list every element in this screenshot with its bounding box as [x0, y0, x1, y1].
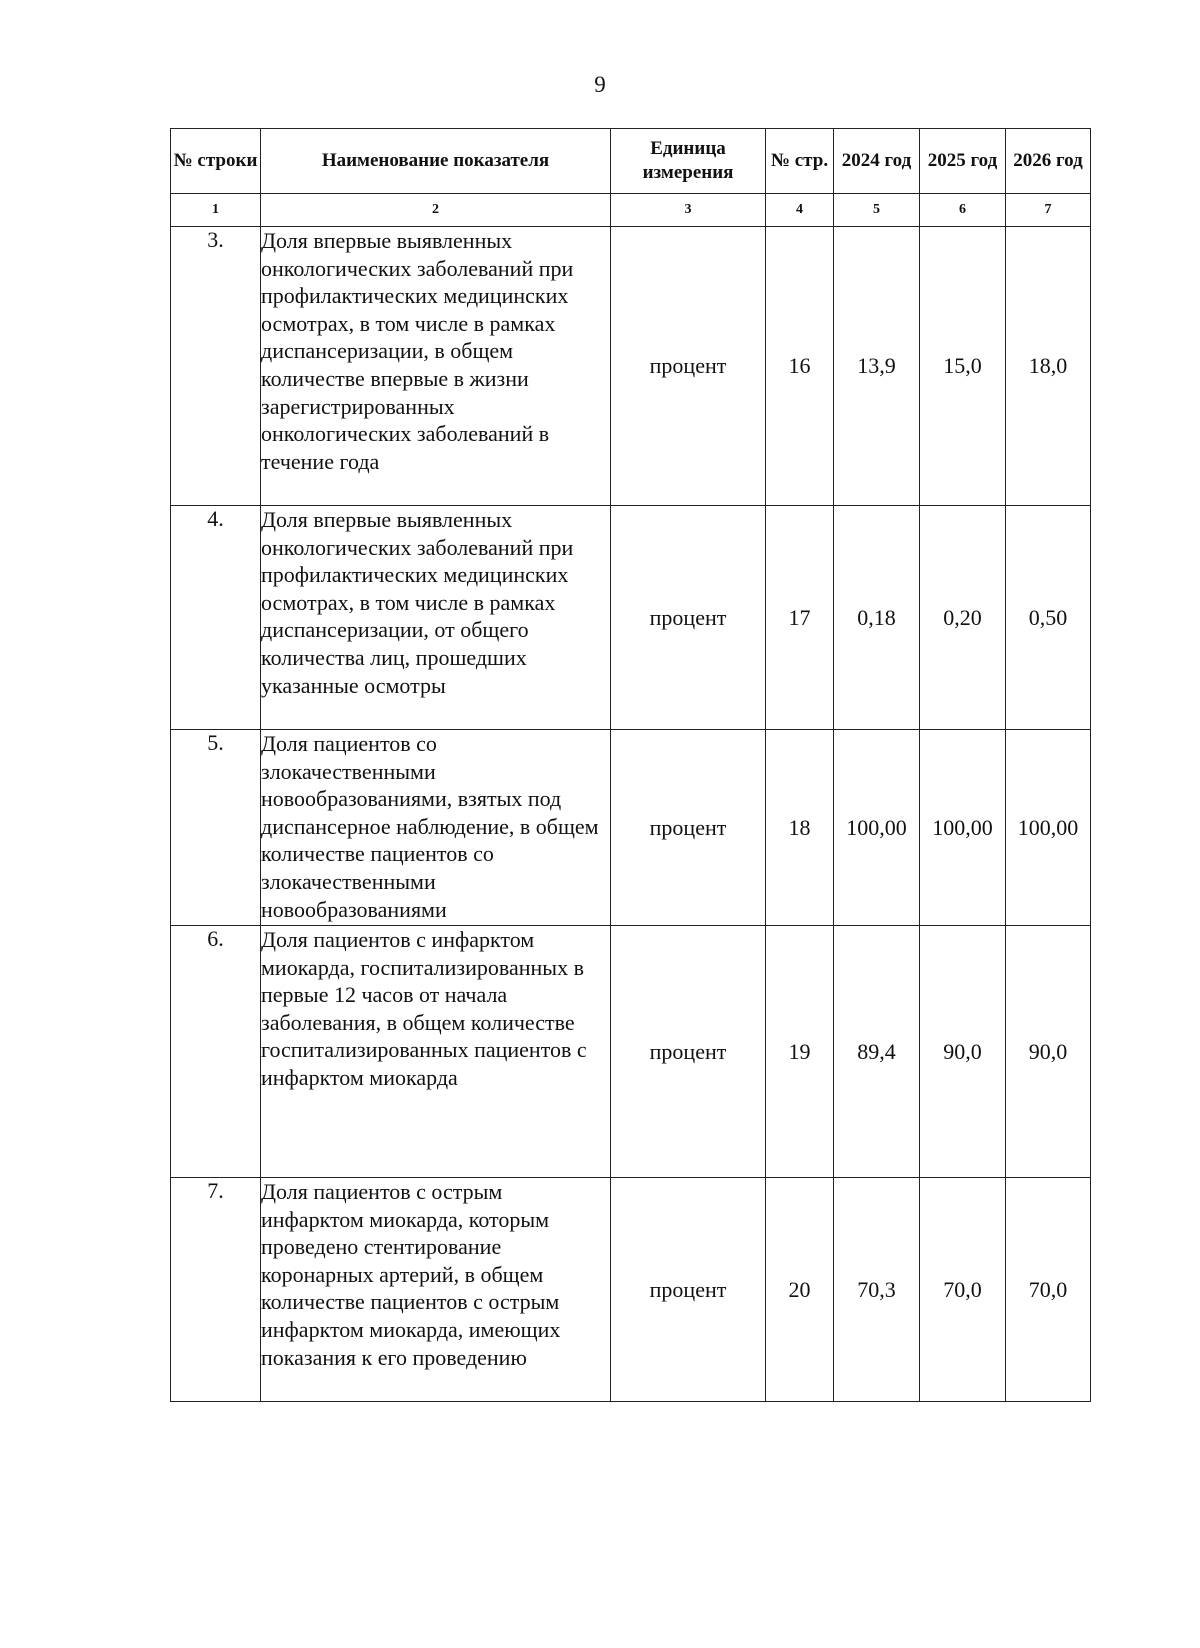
- column-number: 6: [920, 194, 1006, 227]
- header-year-2026: 2026 год: [1006, 129, 1091, 194]
- unit-cell: процент: [611, 1178, 766, 1402]
- row-number: 6.: [171, 926, 261, 1178]
- column-number: 3: [611, 194, 766, 227]
- row-number: 7.: [171, 1178, 261, 1402]
- unit-cell: процент: [611, 926, 766, 1178]
- table-row: [171, 1178, 1091, 1402]
- value-2024: 70,3: [834, 1178, 920, 1402]
- value-2025: 100,00: [920, 730, 1006, 926]
- page-cell: 20: [766, 1178, 834, 1402]
- value-2026: 100,00: [1006, 730, 1091, 926]
- value-2026: 18,0: [1006, 227, 1091, 506]
- column-number: 1: [171, 194, 261, 227]
- row-number: 5.: [171, 730, 261, 926]
- row-number: 3.: [171, 227, 261, 506]
- value-2026: 0,50: [1006, 506, 1091, 730]
- value-2026: 70,0: [1006, 1178, 1091, 1402]
- value-2025: 0,20: [920, 506, 1006, 730]
- value-2025: 90,0: [920, 926, 1006, 1178]
- column-number: 2: [261, 194, 611, 227]
- unit-cell: процент: [611, 227, 766, 506]
- header-year-2025: 2025 год: [920, 129, 1006, 194]
- table-row: [171, 227, 1091, 506]
- value-2024: 100,00: [834, 730, 920, 926]
- header-indicator-name: Наименование показателя: [261, 129, 611, 194]
- indicator-name: Доля пациентов с инфарктом миокарда, госпитализированных в первые 12 часов от начала заболевания, в общем количестве госпитализированных пациентов с инфарктом миокарда: [261, 926, 611, 1178]
- header-year-2024: 2024 год: [834, 129, 920, 194]
- indicator-name: Доля пациентов со злокачественными новообразованиями, взятых под диспансерное наблюдение, в общем количестве пациентов со злокачественными новообразованиями: [261, 730, 611, 926]
- header-row-number: № строки: [171, 129, 261, 194]
- column-number: 5: [834, 194, 920, 227]
- table-row: [171, 506, 1091, 730]
- page-cell: 17: [766, 506, 834, 730]
- table-row: [171, 730, 1091, 926]
- column-number: 4: [766, 194, 834, 227]
- unit-cell: процент: [611, 730, 766, 926]
- value-2024: 89,4: [834, 926, 920, 1178]
- page-number: 9: [594, 72, 606, 97]
- table-row: [171, 926, 1091, 1178]
- column-number: 7: [1006, 194, 1091, 227]
- value-2026: 90,0: [1006, 926, 1091, 1178]
- header-row: [171, 129, 1091, 194]
- value-2024: 13,9: [834, 227, 920, 506]
- column-number-row: [171, 194, 1091, 227]
- page-cell: 16: [766, 227, 834, 506]
- value-2025: 70,0: [920, 1178, 1006, 1402]
- header-unit: Единица измерения: [611, 129, 766, 194]
- page-cell: 18: [766, 730, 834, 926]
- indicators-table: [170, 128, 1091, 1402]
- unit-cell: процент: [611, 506, 766, 730]
- value-2025: 15,0: [920, 227, 1006, 506]
- row-number: 4.: [171, 506, 261, 730]
- indicator-name: Доля пациентов с острым инфарктом миокарда, которым проведено стентирование коронарных артерий, в общем количестве пациентов с острым инфарктом миокарда, имеющих показания к его проведению: [261, 1178, 611, 1402]
- indicator-name: Доля впервые выявленных онкологических заболеваний при профилактических медицинских осмотрах, в том числе в рамках диспансеризации, от общего количества лиц, прошедших указанные осмотры: [261, 506, 611, 730]
- value-2024: 0,18: [834, 506, 920, 730]
- header-page-number: № стр.: [766, 129, 834, 194]
- indicator-name: Доля впервые выявленных онкологических заболеваний при профилактических медицинских осмотрах, в том числе в рамках диспансеризации, в общем количестве впервые в жизни зарегистрированных онкологических заболеваний в течение года: [261, 227, 611, 506]
- page-cell: 19: [766, 926, 834, 1178]
